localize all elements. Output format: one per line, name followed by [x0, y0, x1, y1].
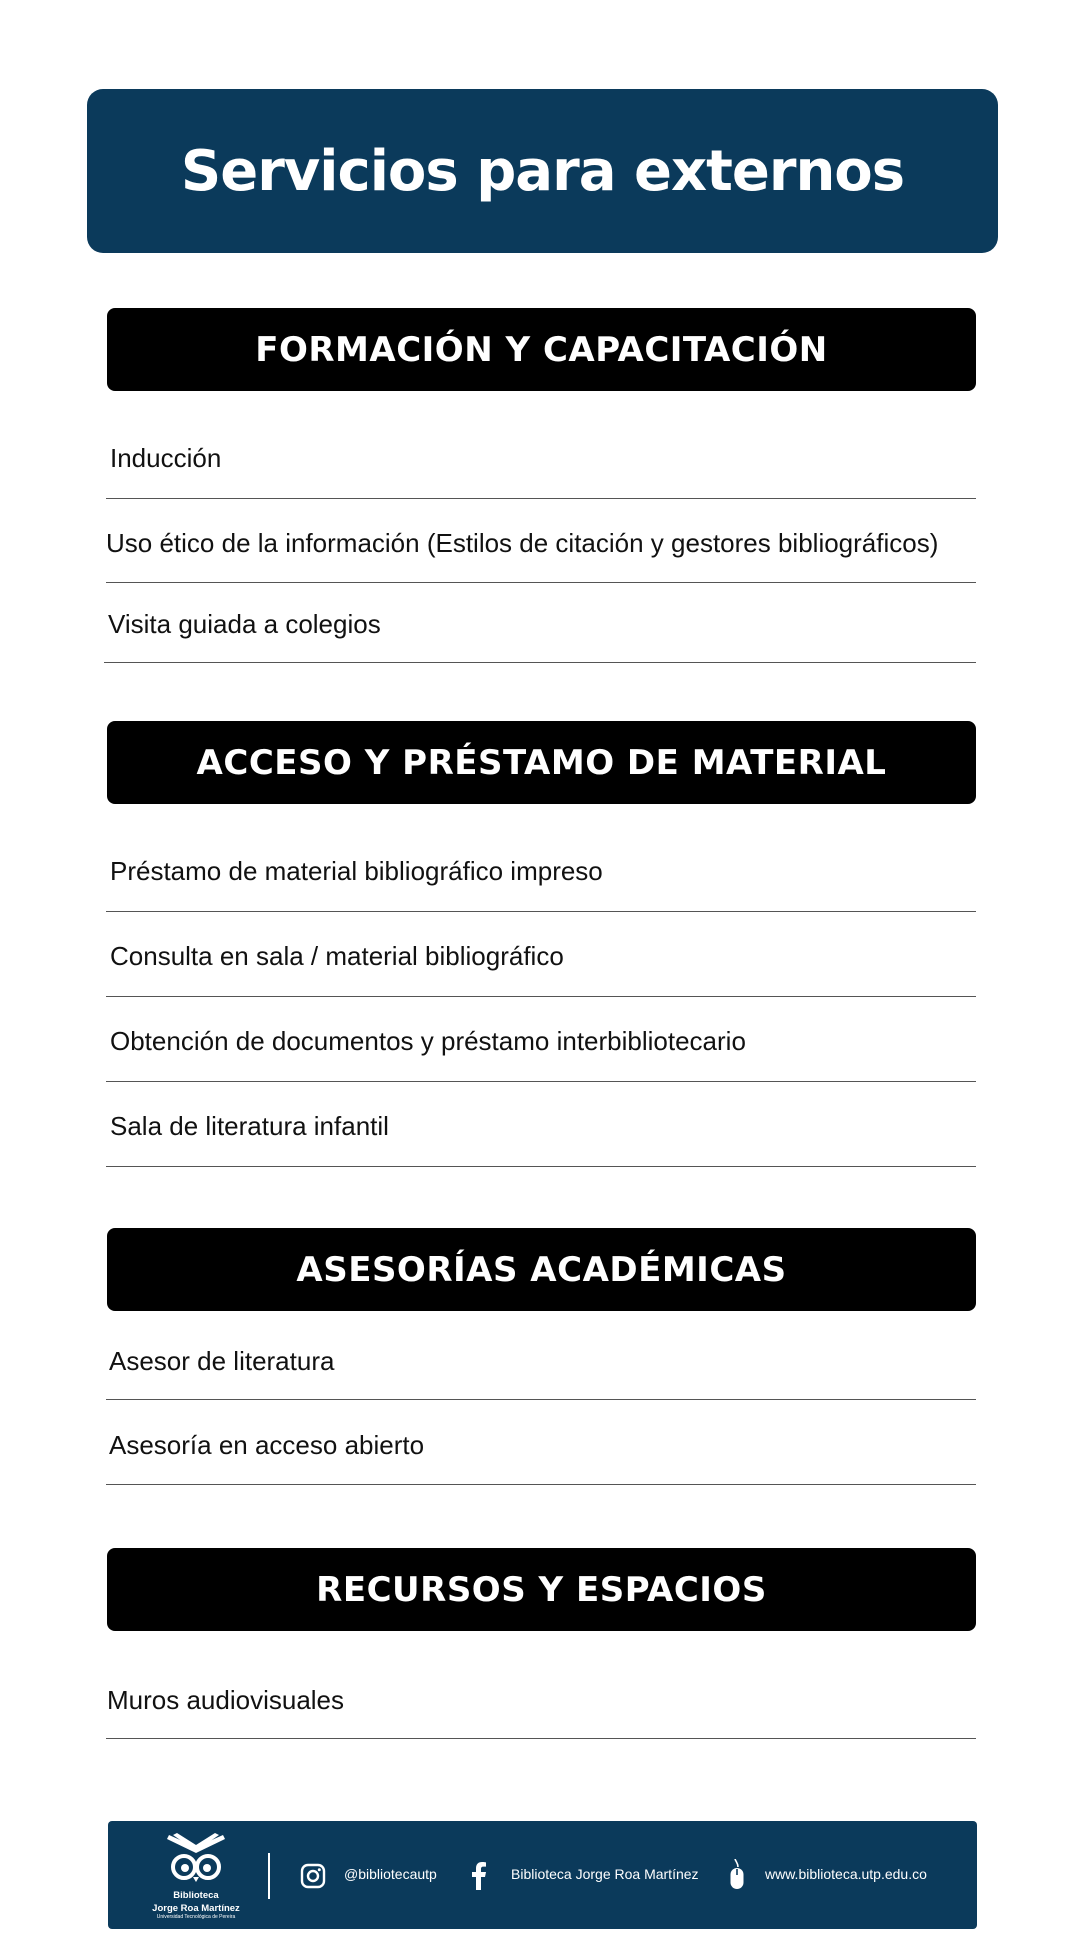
- facebook-icon[interactable]: [471, 1862, 487, 1890]
- instagram-handle[interactable]: @bibliotecautp: [344, 1866, 437, 1882]
- section-heading-asesorias: [107, 1228, 976, 1311]
- footer-divider: [268, 1853, 270, 1899]
- divider: [104, 662, 976, 663]
- section-heading-label: FORMACIÓN Y CAPACITACIÓN: [255, 329, 828, 370]
- page-title: Servicios para externos: [180, 138, 905, 204]
- divider: [106, 996, 976, 997]
- website-link[interactable]: www.biblioteca.utp.edu.co: [765, 1866, 927, 1882]
- list-item: Consulta en sala / material bibliográfico: [110, 941, 564, 971]
- section-heading-recursos: [107, 1548, 976, 1631]
- divider: [106, 1081, 976, 1082]
- instagram-icon[interactable]: [300, 1863, 326, 1889]
- list-item: Obtención de documentos y préstamo interbibliotecario: [110, 1026, 746, 1056]
- title-banner: [87, 89, 998, 253]
- library-logo: [146, 1833, 246, 1919]
- divider: [106, 911, 976, 912]
- owl-book-icon: [159, 1833, 233, 1883]
- logo-line1: Biblioteca: [173, 1890, 219, 1901]
- divider: [106, 1484, 976, 1485]
- list-item: Préstamo de material bibliográfico impreso: [110, 856, 603, 886]
- section-heading-acceso: [107, 721, 976, 804]
- list-item: Visita guiada a colegios: [108, 609, 381, 639]
- section-heading-label: ACCESO Y PRÉSTAMO DE MATERIAL: [196, 742, 887, 783]
- mouse-icon[interactable]: [729, 1859, 745, 1891]
- divider: [106, 582, 976, 583]
- list-item: Asesor de literatura: [109, 1346, 335, 1376]
- list-item: Inducción: [110, 443, 222, 473]
- list-item: Uso ético de la información (Estilos de citación y gestores bibliográficos): [106, 528, 939, 558]
- divider: [106, 1399, 976, 1400]
- section-heading-formacion: [107, 308, 976, 391]
- logo-line2: Jorge Roa Martínez: [152, 1903, 240, 1914]
- facebook-name[interactable]: Biblioteca Jorge Roa Martínez: [511, 1866, 699, 1882]
- divider: [106, 498, 976, 499]
- logo-line3: Universidad Tecnológica de Pereira: [156, 1914, 236, 1920]
- section-heading-label: RECURSOS Y ESPACIOS: [316, 1569, 767, 1610]
- list-item: Asesoría en acceso abierto: [109, 1430, 425, 1460]
- footer-bar: [108, 1821, 977, 1929]
- list-item: Muros audiovisuales: [107, 1685, 345, 1715]
- divider: [106, 1166, 976, 1167]
- list-item: Sala de literatura infantil: [110, 1111, 389, 1141]
- divider: [106, 1738, 976, 1739]
- section-heading-label: ASESORÍAS ACADÉMICAS: [296, 1249, 787, 1290]
